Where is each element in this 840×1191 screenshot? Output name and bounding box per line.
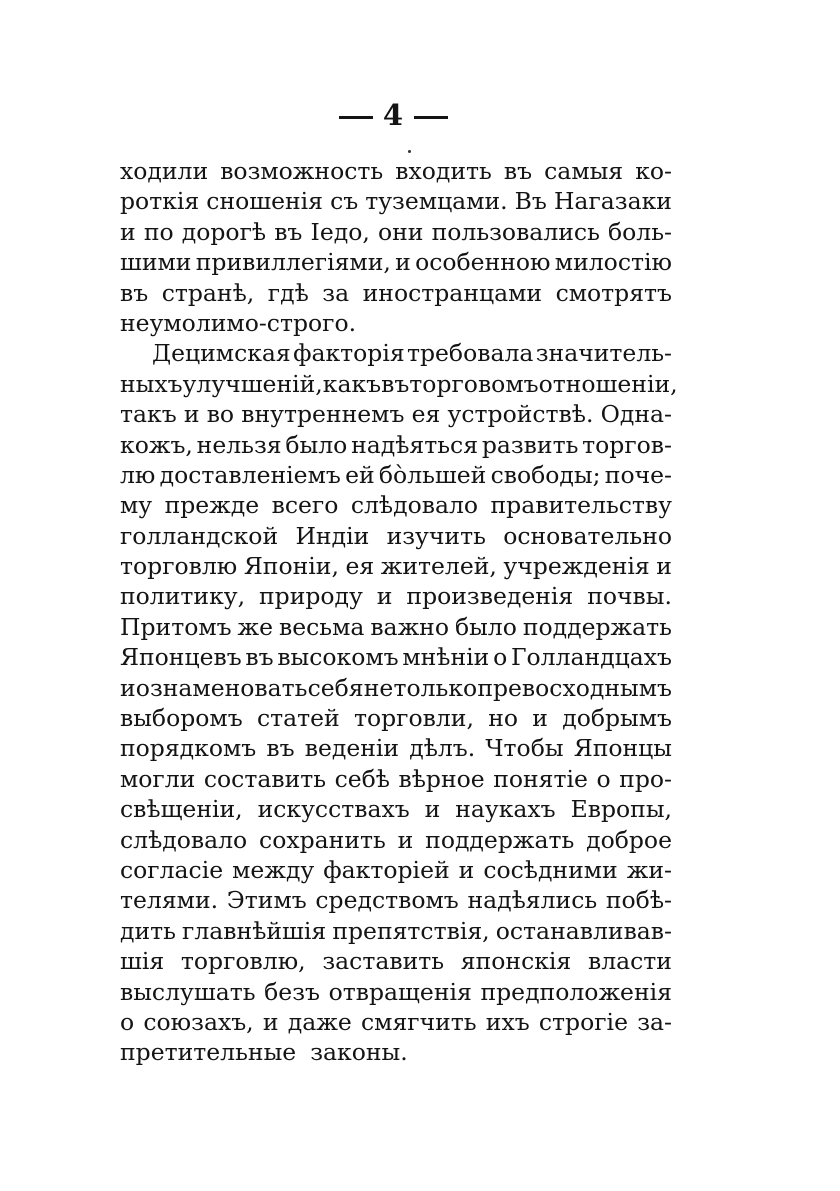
word: шія <box>120 947 165 976</box>
page-number-value: 4 <box>382 98 405 132</box>
word: улучшеній, <box>182 369 323 398</box>
word: му <box>120 491 153 520</box>
text-line <box>120 734 672 764</box>
word: смотрятъ <box>555 278 672 307</box>
word: составить <box>203 764 327 793</box>
print-speck <box>408 150 411 153</box>
word: про- <box>619 764 672 793</box>
word: Европы, <box>570 795 672 824</box>
text-line <box>120 674 672 704</box>
word: факторіей <box>323 855 450 884</box>
word: власти <box>587 947 672 976</box>
word: и <box>424 795 441 824</box>
word: строгіе <box>538 1007 628 1036</box>
word: жителей, <box>380 552 497 581</box>
word: ихъ <box>485 1007 530 1036</box>
word: наукахъ <box>455 795 556 824</box>
word: о <box>120 1007 135 1036</box>
text-line <box>120 339 672 369</box>
word: они <box>377 217 424 246</box>
word: и <box>532 704 548 733</box>
word: Чтобы <box>485 734 564 763</box>
word: торговлю, <box>180 947 306 976</box>
word: Японцевъ <box>120 643 242 672</box>
word: Японіи, <box>243 552 339 581</box>
word: отвращенія <box>328 977 472 1006</box>
word: главнѣйшія <box>182 916 327 945</box>
text-line <box>120 187 672 217</box>
word: гдѣ <box>267 278 309 307</box>
word: устройствѣ. <box>447 400 594 429</box>
word: и <box>120 673 136 702</box>
word: и <box>397 825 414 854</box>
word: сношенія <box>206 187 324 216</box>
text-line <box>120 947 672 977</box>
word: и <box>395 248 411 277</box>
word: ея <box>345 552 375 581</box>
word: свободы; <box>490 460 601 489</box>
word: роткія <box>120 187 200 216</box>
word: только <box>393 673 478 702</box>
text-line <box>120 157 672 187</box>
word: и <box>656 552 672 581</box>
text-line <box>120 309 672 339</box>
word: понятіе <box>493 764 588 793</box>
word: пользовались <box>431 217 600 246</box>
text-line <box>120 248 672 278</box>
text-line <box>120 369 678 400</box>
word: внутреннемъ <box>241 400 405 429</box>
text-line <box>120 1008 672 1038</box>
word: препятствія, <box>332 916 490 945</box>
word: свѣщеніи, <box>120 795 243 824</box>
word: боль- <box>608 217 672 246</box>
word: странѣ, <box>161 278 255 307</box>
text-line <box>120 522 672 552</box>
word: о <box>493 643 508 672</box>
text-line <box>120 795 672 825</box>
body-text <box>120 157 678 1069</box>
text-line <box>120 491 672 521</box>
word: телями. <box>120 886 219 915</box>
word: въ <box>266 734 295 763</box>
word: Этимъ <box>226 886 307 915</box>
text-line <box>120 431 672 461</box>
word: всего <box>271 491 339 520</box>
word: слѣдовало <box>350 491 479 520</box>
word: учрежденія <box>503 552 650 581</box>
word: между <box>232 855 315 884</box>
word: даже <box>287 1007 352 1036</box>
word: торговлю <box>120 552 238 581</box>
word: въ <box>381 369 410 398</box>
word: доставленіемъ <box>159 460 341 489</box>
word: жи- <box>626 855 672 884</box>
word: и <box>458 855 475 884</box>
text-line <box>120 765 672 795</box>
dash-left <box>339 116 373 119</box>
word: милостію <box>554 248 672 277</box>
word: и <box>183 400 200 429</box>
word: не <box>363 673 394 702</box>
word: поддержать <box>425 825 575 854</box>
text-line <box>120 643 672 673</box>
word: по <box>143 217 174 246</box>
word: Японцы <box>573 734 672 763</box>
word: японскія <box>460 947 572 976</box>
word: природу <box>259 582 363 611</box>
word: выборомъ <box>120 704 243 733</box>
text-line <box>120 279 672 309</box>
word: себѣ <box>334 764 390 793</box>
word: надѣялись <box>467 886 598 915</box>
word: согласіе <box>120 855 224 884</box>
word: надѣяться <box>351 430 479 459</box>
text-line <box>120 978 672 1008</box>
word: ея <box>411 400 441 429</box>
word: развить <box>481 430 579 459</box>
word: средствомъ <box>315 886 459 915</box>
word: веденіи <box>304 734 400 763</box>
word: доброе <box>586 825 672 854</box>
word: выслушать <box>120 977 256 1006</box>
text-line <box>120 826 672 856</box>
text-line <box>120 856 672 886</box>
text-line <box>120 582 672 612</box>
text-line <box>120 400 672 430</box>
word: требовала <box>406 339 534 368</box>
word: основательно <box>503 521 672 550</box>
text-line <box>120 704 672 734</box>
word: произведенія <box>406 582 574 611</box>
word: входить <box>395 157 492 185</box>
word: было <box>285 430 348 459</box>
text-line <box>120 461 672 491</box>
word: нельзя <box>196 430 282 459</box>
word: въ <box>503 157 533 185</box>
word: прежде <box>164 491 260 520</box>
word: съ <box>330 187 359 216</box>
word: торговли, <box>353 704 474 733</box>
word: и <box>376 582 393 611</box>
word: побѣ- <box>605 886 672 915</box>
dash-right <box>414 116 448 119</box>
word: вѣрное <box>398 764 485 793</box>
word: Нагазаки <box>553 187 672 216</box>
word: могли <box>120 764 196 793</box>
word: поддержать <box>522 612 672 641</box>
word: дить <box>120 916 176 945</box>
word: въ <box>120 278 149 307</box>
word: во <box>206 400 235 429</box>
text-line <box>120 552 672 582</box>
word: особенною <box>415 248 551 277</box>
word: ей <box>345 460 375 489</box>
word: себя <box>307 673 364 702</box>
word: неумолимо-строго. <box>120 308 357 337</box>
word: значитель- <box>535 339 672 368</box>
word: возможность <box>220 157 384 185</box>
word: за <box>322 278 350 307</box>
word: искусствахъ <box>257 795 410 824</box>
word: важно <box>370 612 449 641</box>
word: было <box>454 612 517 641</box>
word: претительные <box>120 1038 297 1067</box>
word: союзахъ, <box>143 1007 254 1036</box>
word: сохранить <box>259 825 386 854</box>
word: политику, <box>120 582 246 611</box>
word: добрымъ <box>562 704 672 733</box>
word: такъ <box>120 400 177 429</box>
word: Голландцахъ <box>510 643 672 672</box>
word: ныхъ <box>120 369 183 398</box>
word: заставить <box>322 947 445 976</box>
word: Іедо, <box>310 217 370 246</box>
word: торговомъ <box>409 369 539 398</box>
text-line <box>120 218 672 248</box>
word: туземцами. <box>365 187 508 216</box>
word: торгов- <box>582 430 672 459</box>
word: лю <box>120 460 156 489</box>
word: въ <box>245 643 274 672</box>
word: статей <box>256 704 340 733</box>
word: предположенія <box>480 977 672 1006</box>
word: же <box>237 612 274 641</box>
word: отношеніи, <box>538 369 678 398</box>
word: и <box>120 217 136 246</box>
word: ознаменовать <box>135 673 308 702</box>
word: Однa- <box>600 400 672 429</box>
text-line <box>120 1038 672 1068</box>
word: голландской <box>120 521 279 550</box>
word: какъ <box>322 369 382 398</box>
word: дѣлъ. <box>409 734 476 763</box>
word: Въ <box>514 187 547 216</box>
word: законы. <box>310 1038 408 1067</box>
word: Притомъ <box>120 612 232 641</box>
word: мнѣніи <box>402 643 490 672</box>
word: почвы. <box>587 582 672 611</box>
text-line <box>120 917 672 947</box>
word: но <box>488 704 519 733</box>
word: порядкомъ <box>120 734 257 763</box>
word: весьма <box>279 612 365 641</box>
word: бо̀льшей <box>378 460 487 489</box>
word: факторія <box>293 339 405 368</box>
word: дорогѣ <box>181 217 267 246</box>
word: и <box>262 1007 279 1036</box>
word: ходили <box>120 157 209 185</box>
word: сосѣдними <box>483 855 618 884</box>
word: ко- <box>635 157 672 185</box>
word: о <box>596 764 611 793</box>
word: кожъ, <box>120 430 193 459</box>
word: привиллегіями, <box>195 248 391 277</box>
word: правительству <box>490 491 672 520</box>
word: за- <box>637 1007 672 1036</box>
word: безъ <box>264 977 320 1006</box>
word: Индіи <box>295 521 370 550</box>
word: въ <box>274 217 303 246</box>
word: высокомъ <box>277 643 399 672</box>
text-line <box>120 613 672 643</box>
word: поче- <box>604 460 672 489</box>
word: иностранцами <box>362 278 543 307</box>
word: слѣдовало <box>120 825 248 854</box>
text-line <box>120 886 672 916</box>
word: останавливав- <box>495 916 672 945</box>
word: смягчить <box>361 1007 477 1036</box>
word: превосходнымъ <box>477 673 672 702</box>
page-number <box>0 98 787 132</box>
word: изучить <box>386 521 486 550</box>
word: Децимская <box>152 339 291 368</box>
word: шими <box>120 248 192 277</box>
word: самыя <box>544 157 624 185</box>
